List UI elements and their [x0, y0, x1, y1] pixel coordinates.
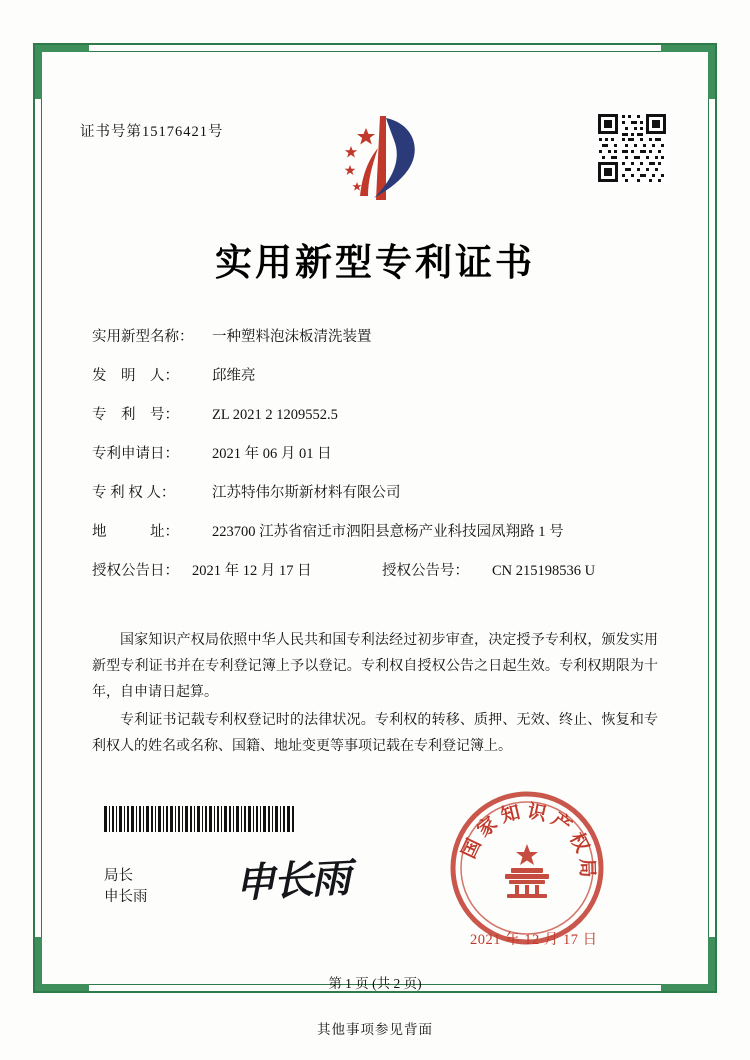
field-value-application-date: 2021 年 06 月 01 日	[212, 446, 332, 462]
field-value-patentee: 江苏特伟尔斯新材料有限公司	[212, 485, 401, 501]
field-value-address: 223700 江苏省宿迁市泗阳县意杨产业科技园凤翔路 1 号	[212, 524, 564, 540]
field-label-patent-number: 专 利 号：	[92, 407, 179, 423]
field-value-grant-date: 2021 年 12 月 17 日	[192, 563, 312, 579]
svg-text:国家知识产权局: 国家知识产权局	[458, 801, 598, 883]
field-block	[92, 325, 672, 598]
field-label-inventor: 发 明 人：	[92, 368, 179, 384]
page-title: 实用新型专利证书	[215, 243, 535, 284]
field-label-grant-date: 授权公告日：	[92, 563, 179, 579]
legal-paragraph-2: 专利证书记载专利权登记时的法律状况。专利权的转移、质押、无效、终止、恢复和专利权人的姓名或名称、国籍、地址变更等事项记载在专利登记簿上。	[92, 713, 658, 754]
legal-text-block	[92, 628, 658, 762]
field-row	[92, 481, 672, 502]
legal-paragraph-1: 国家知识产权局依照中华人民共和国专利法经过初步审查，决定授予专利权，颁发实用新型专利证书并在专利登记簿上予以登记。专利权自授权公告之日起生效。专利权期限为十年，自申请日起算。	[92, 633, 658, 700]
corner-ornament-top-right	[661, 45, 715, 99]
field-row	[92, 364, 672, 385]
field-label-utility-model-name: 实用新型名称：	[92, 329, 194, 345]
barcode-icon	[104, 806, 294, 832]
official-seal	[447, 788, 607, 948]
director-handwritten-signature: 申长雨	[234, 855, 351, 907]
field-row	[92, 520, 672, 541]
corner-ornament-top-left	[35, 45, 89, 99]
page-indicator: 第 1 页 (共 2 页)	[328, 976, 422, 991]
director-block	[104, 866, 148, 908]
seal-date: 2021 年 12 月 17 日	[470, 932, 598, 948]
field-value-inventor: 邱维亮	[212, 368, 256, 384]
field-label-address: 地 址：	[92, 524, 179, 540]
field-row-grant-announcement	[92, 559, 672, 580]
field-label-application-date: 专利申请日：	[92, 446, 179, 462]
patent-office-logo-icon	[322, 108, 432, 208]
field-label-grant-number: 授权公告号：	[382, 563, 469, 579]
director-label: 局长	[104, 868, 133, 884]
field-value-utility-model-name: 一种塑料泡沫板清洗装置	[212, 329, 372, 345]
certificate-number: 证书号第15176421号	[80, 124, 224, 140]
field-value-grant-number: CN 215198536 U	[492, 563, 596, 579]
field-row	[92, 442, 672, 463]
field-value-patent-number: ZL 2021 2 1209552.5	[212, 407, 338, 423]
field-label-patentee: 专 利 权 人：	[92, 485, 176, 501]
field-row	[92, 325, 672, 346]
qr-code-icon	[596, 112, 668, 184]
footer-note: 其他事项参见背面	[317, 1022, 433, 1037]
field-row	[92, 403, 672, 424]
director-name: 申长雨	[104, 889, 148, 905]
